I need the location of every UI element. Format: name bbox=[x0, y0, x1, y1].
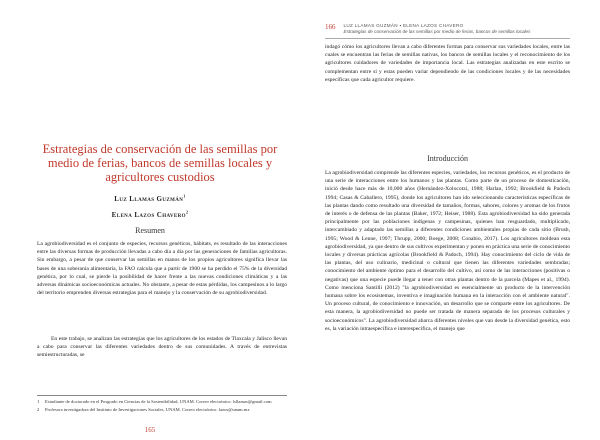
footnote-mark: 1 bbox=[37, 399, 40, 404]
body-paragraph: La agrobiodiversidad comprende las diferentes especies, variedades, los recursos genéticos, es el producto de una serie de interacciones entre los humanos y las plantas. Como parte de un proceso de domesticación, inició desde hace más de 10,000 años (Hernández-Xolocotzi, 1988; Harlan, 1992; Brookfield & Padoch 1994; Casas & Caballero, 1995), donde los agricultores han ido seleccionando características específicas de las plantas dando como resultado una diversidad de tamaños, formas, sabores, colores y aromas de los frutos de interés o de defensa de las plantas (Baker, 1972; Heiser, 1988). Esta agrobiodiversidad ha sido generada principalmente por las poblaciones indígenas y campesinas, quienes han resguardado, multiplicado, intercambiado y adaptado las semillas a diferentes condiciones ambientales propias de cada sitio (Brush, 1995; Wood & Lenne, 1997; Thrupp, 2000; Boege, 2008; Conabio, 2017). Los agricultores moldean esta agrobiodiversidad, ya que dentro de sus cultivos experimentan y ponen en práctica una serie de conocimiento locales y diversas prácticas agrícolas (Brookfield & Padoch, 1994). Hay conocimiento del ciclo de vida de las plantas, del uso culinario, medicinal o cultural que tienen las diferentes variedades sembradas; conocimiento del ambiente óptimo para el desarrollo del cultivo, así como de las interacciones (positivas o negativas) que una especie puede llegar a tener con otras plantas dentro de la parcela (Mapes et al., 1994). Como menciona Santilli (2012) "la agrobiodiversidad es esencialmente un producto de la intervención humana sobre los ecosistemas, inventiva e imaginación humana en la interacción con el ambiente natural". Un proceso cultural, de conocimiento e innovación, un desarrollo que se comparte entre los agricultores. De esta manera, la agrobiodiversidad no puede ser tratada de manera separada de los procesos culturales y socioeconómicos". La agrobiodiversidad abarca diferentes niveles que van desde la diversidad genética, esto es, la variación intraespecífica e interespecífica, el manejo que bbox=[325, 170, 570, 332]
running-header-title: Estrategias de conservación de las semillas por medio de ferias, bancos de semillas locales bbox=[343, 29, 531, 34]
author-2 bbox=[0, 210, 300, 220]
author-1 bbox=[0, 194, 300, 204]
footnote-text: Estudiante de doctorado en el Posgrado en Ciencias de la Sostenibilidad, UNAM. Correo electrónico: lsllamas@gmail.com bbox=[45, 399, 272, 404]
running-header bbox=[325, 23, 570, 35]
running-header-text bbox=[344, 23, 531, 35]
footnote-text: Profesora investigadora del Instituto de Investigaciones Sociales, UNAM. Correo electrónico: lazos@unam.mx bbox=[45, 407, 250, 412]
footnote-2 bbox=[37, 407, 287, 413]
author-name: Luz Llamas Guzmán bbox=[114, 195, 184, 203]
author-footnote-mark: 1 bbox=[183, 193, 186, 199]
abstract-paragraph: La agrobiodiversidad es el conjunto de especies, recursos genéticos, hábitats, es resultado de las interacciones entre las diversas formas de producción llevadas a cabo día a día por las generaciones de familias agricultoras. Sin embargo, a pesar de que conservar las semillas en manos de los propios agricultores significa llevar las bases de una soberanía alimentaria, la FAO calcula que a partir de 1900 se ha perdido el 75% de la diversidad genética, por lo cual, se pierde la posibilidad de hacer frente a las nuevas condiciones climáticas y a las adversas dinámicas socioeconómicas actuales. No obstante, a pesar de estas pérdidas, los campesinos a lo largo del territorio emprenden diversas estrategias para el manejo y la conservación de su agrobiodiversidad. bbox=[37, 241, 287, 297]
footnotes bbox=[37, 395, 287, 415]
page-number: 166 bbox=[325, 23, 336, 31]
footnote-mark: 2 bbox=[37, 407, 40, 412]
author-name: Elena Lazos Chavero bbox=[111, 211, 186, 219]
running-header-authors: LUZ LLAMAS GUZMÁN ▪ ELENA LAZOS CHAVERO bbox=[343, 23, 464, 28]
author-footnote-mark: 2 bbox=[185, 209, 189, 215]
footnote-1 bbox=[37, 399, 287, 405]
article-title: Estrategias de conservación de las semillas por medio de ferias, bancos de semillas locales y agricultores custodios bbox=[42, 142, 278, 184]
page-number: 165 bbox=[144, 426, 156, 434]
header-divider bbox=[325, 38, 570, 39]
section-heading: Introducción bbox=[427, 154, 468, 163]
abstract-heading: Resumen bbox=[135, 226, 165, 235]
body-paragraph: indagó cómo los agricultores llevan a cabo diferentes formas para conservar sus variedades locales, entre las cuales se encuentran las ferias de semillas nativas, los bancos de semillas locales y el reconocimiento de los agricultores cuidadores de variedades de importancia local. Las estrategias analizadas en este escrito se complementan entre sí y estas pueden variar dependiendo de las condiciones locales y de las necesidades específicas que cada agricultor requiere. bbox=[325, 44, 570, 83]
abstract-paragraph: En este trabajo, se analizan las estrategias que los agricultores de los estados de Tlaxcala y Jalisco llevan a cabo para conservar las diferentes variedades dentro de sus comunidades. A través de entrevistas semiestructuradas, se bbox=[37, 336, 287, 359]
author-list bbox=[0, 194, 300, 220]
